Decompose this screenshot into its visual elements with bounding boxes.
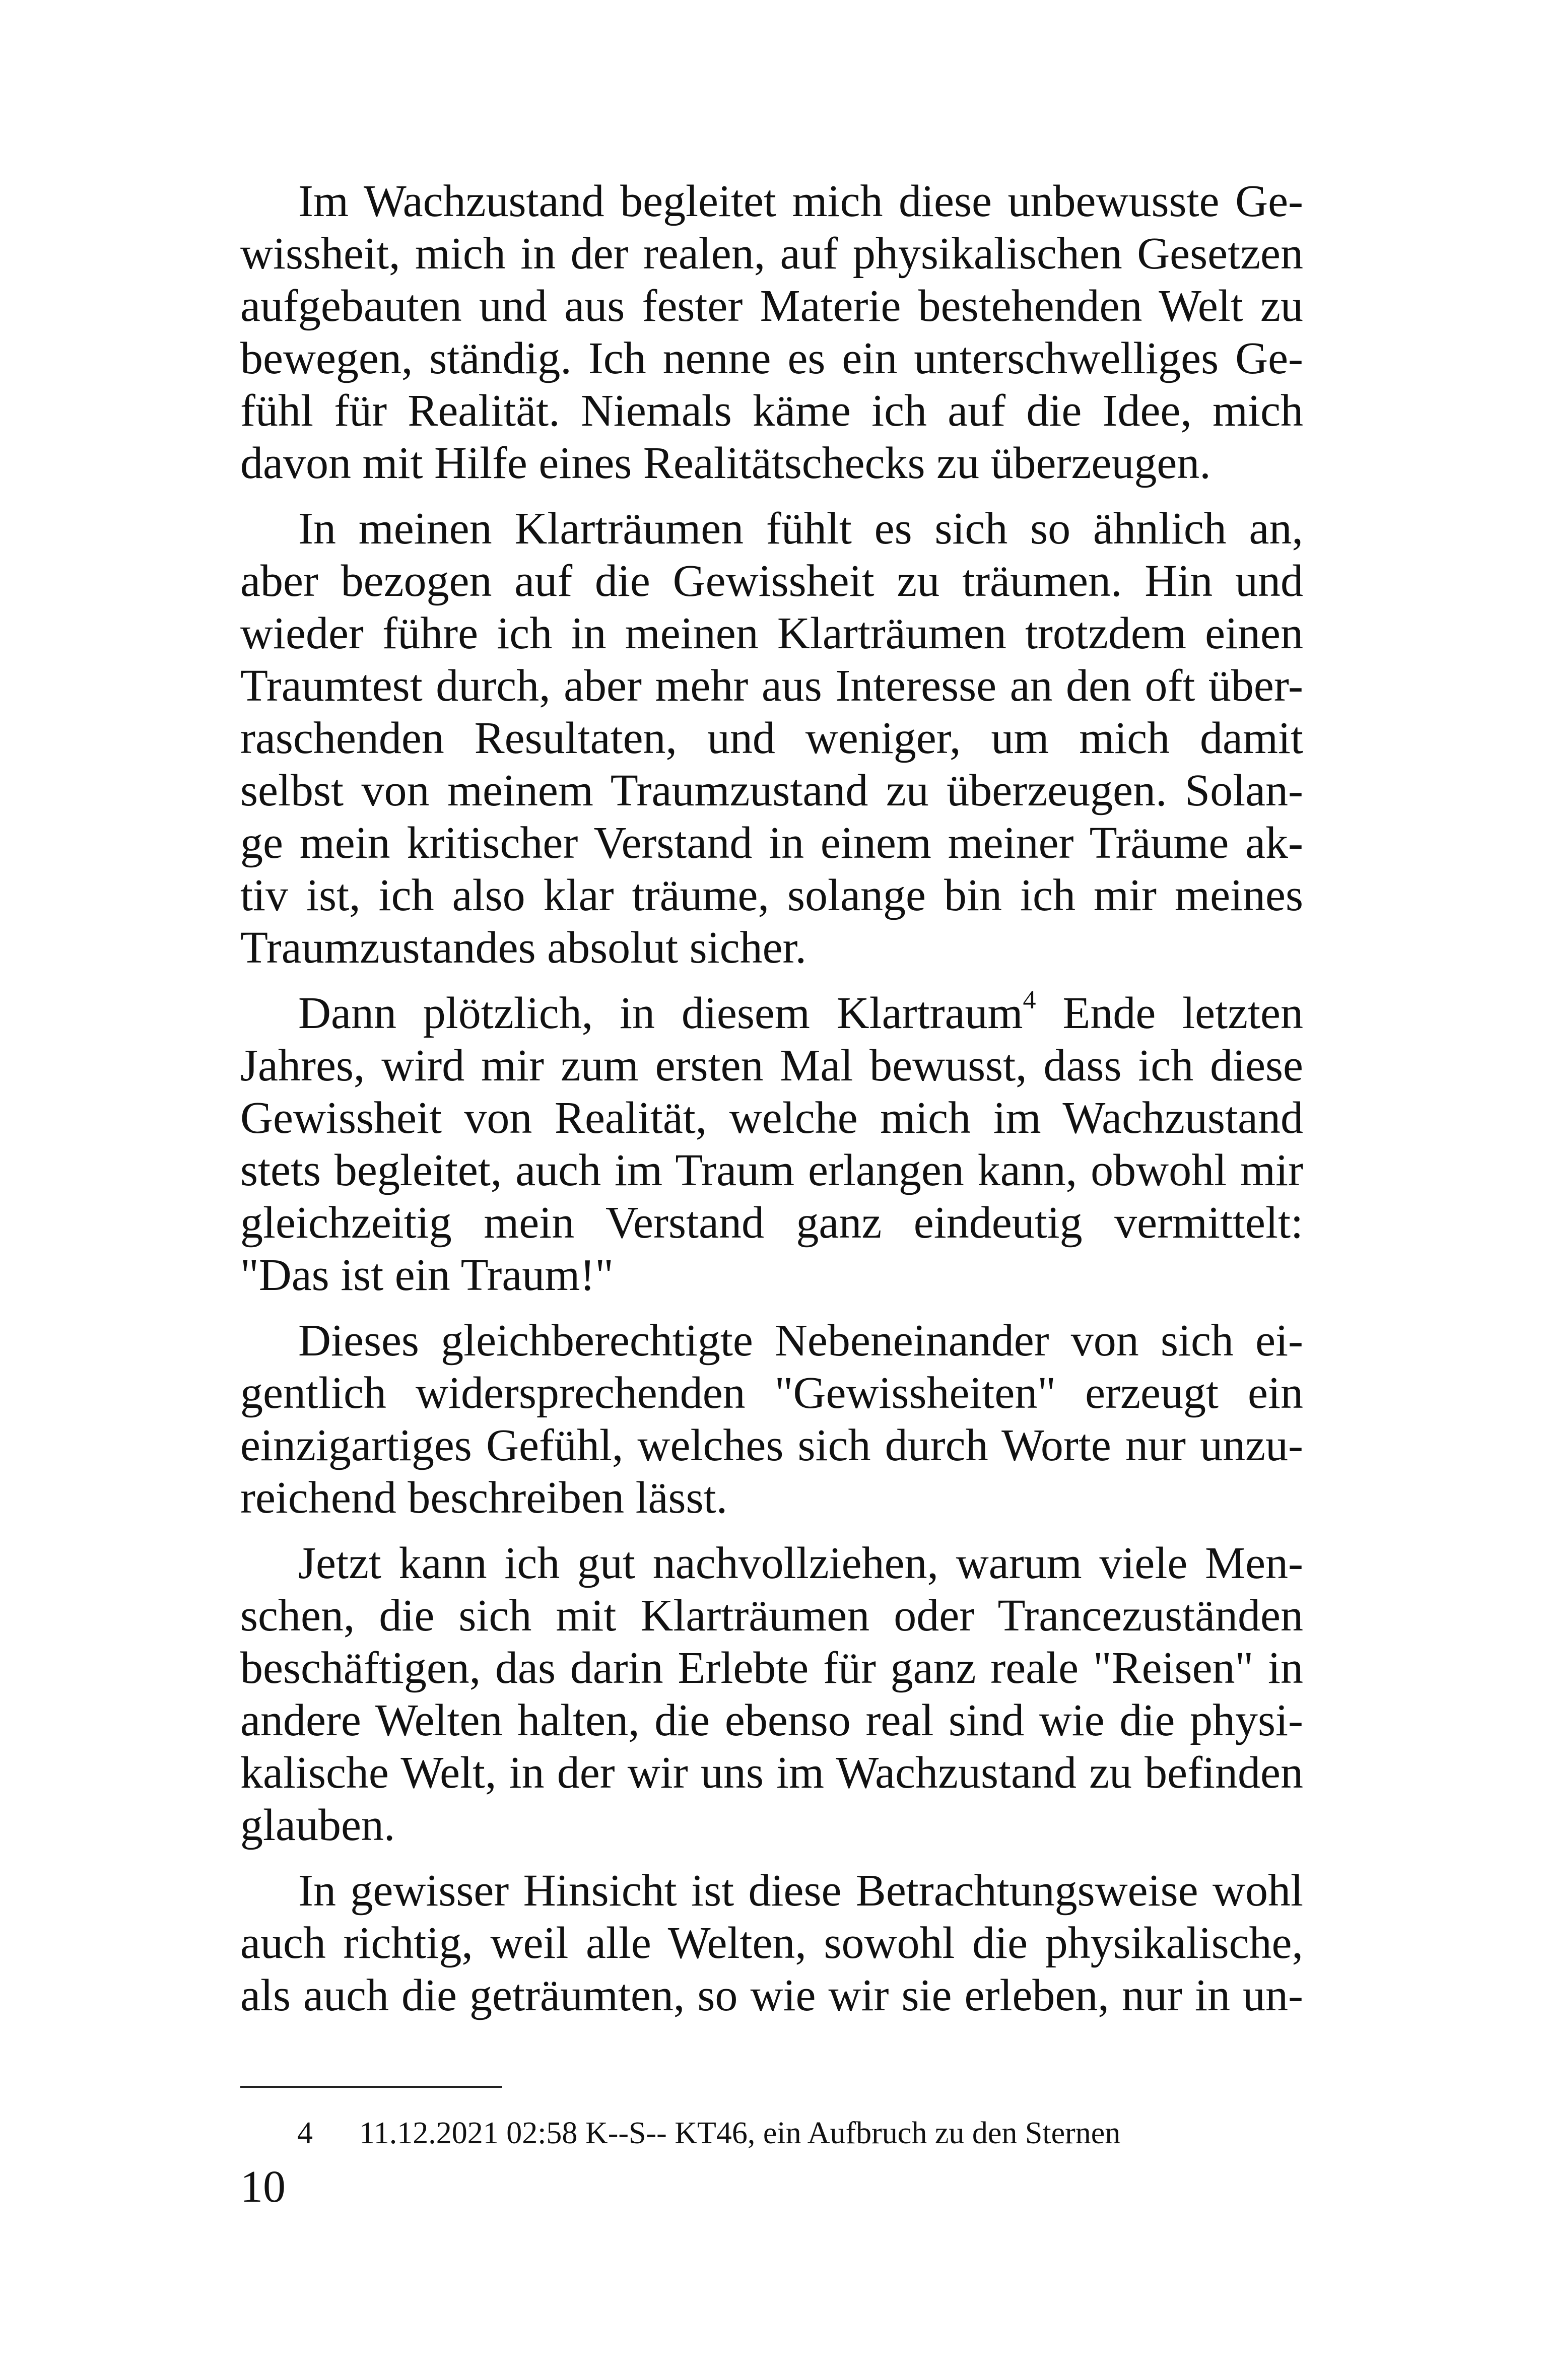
text-line: Jetzt kann ich gut nachvollziehen, warum viele Men-	[298, 1538, 1303, 1588]
text-line: gentlich widersprechenden "Gewissheiten" erzeugt ein	[240, 1368, 1303, 1418]
text-line: In gewisser Hinsicht ist diese Betrachtungsweise wohl	[298, 1866, 1303, 1916]
footnote-number: 4	[297, 2116, 313, 2150]
text-line: andere Welten halten, die ebenso real sind wie die physi-	[240, 1695, 1303, 1745]
text-line: Traumzustandes absolut sicher.	[240, 923, 807, 973]
text-line: Im Wachzustand begleitet mich diese unbewusste Ge-	[298, 176, 1303, 226]
footnote	[297, 2113, 1120, 2153]
text-line: selbst von meinem Traumzustand zu überzeugen. Solan-	[240, 766, 1303, 815]
text-fragment: Ende letzten	[1036, 988, 1303, 1038]
footnote-reference: 4	[1023, 986, 1036, 1014]
footnote-text: 11.12.2021 02:58 K--S-- KT46, ein Aufbruch zu den Sternen	[359, 2116, 1121, 2150]
text-line: kalische Welt, in der wir uns im Wachzustand zu befinden	[240, 1748, 1303, 1798]
text-line: stets begleitet, auch im Traum erlangen kann, obwohl mir	[240, 1145, 1303, 1195]
text-line: aber bezogen auf die Gewissheit zu träumen. Hin und	[240, 556, 1303, 606]
text-line: tiv ist, ich also klar träume, solange bin ich mir meines	[240, 870, 1303, 920]
text-line: als auch die geträumten, so wie wir sie erleben, nur in un-	[240, 1970, 1303, 2020]
footnote-divider	[240, 2086, 502, 2088]
text-line: glauben.	[240, 1800, 395, 1850]
paragraph-2	[240, 503, 1303, 974]
text-line: Gewissheit von Realität, welche mich im Wachzustand	[240, 1093, 1303, 1143]
text-line: beschäftigen, das darin Erlebte für ganz reale "Reisen" in	[240, 1643, 1303, 1693]
paragraph-4	[240, 1315, 1303, 1524]
text-line: wieder führe ich in meinen Klarträumen trotzdem einen	[240, 608, 1303, 658]
text-line: Traumtest durch, aber mehr aus Interesse an den oft über-	[240, 661, 1303, 711]
text-line: Dieses gleichberechtigte Nebeneinander von sich ei-	[298, 1316, 1303, 1366]
paragraph-1	[240, 175, 1303, 490]
text-line: aufgebauten und aus fester Materie bestehenden Welt zu	[240, 281, 1303, 331]
text-fragment: Dann plötzlich, in diesem Klartraum	[298, 988, 1023, 1038]
body-text	[240, 175, 1303, 2035]
text-line: ge mein kritischer Verstand in einem meiner Träume ak-	[240, 818, 1303, 868]
text-line: fühl für Realität. Niemals käme ich auf die Idee, mich	[240, 386, 1303, 436]
text-line: einzigartiges Gefühl, welches sich durch Worte nur unzu-	[240, 1420, 1303, 1470]
text-line: davon mit Hilfe eines Realitätschecks zu überzeugen.	[240, 438, 1211, 488]
text-line: reichend beschreiben lässt.	[240, 1473, 728, 1523]
text-line: auch richtig, weil alle Welten, sowohl die physikalische,	[240, 1918, 1303, 1968]
text-line: Jahres, wird mir zum ersten Mal bewusst, dass ich diese	[240, 1041, 1303, 1091]
text-line: raschenden Resultaten, und weniger, um mich damit	[240, 713, 1303, 763]
paragraph-6	[240, 1865, 1303, 2022]
page-number: 10	[240, 2162, 286, 2212]
text-line	[240, 987, 1303, 1040]
text-line: schen, die sich mit Klarträumen oder Trancezuständen	[240, 1591, 1303, 1641]
paragraph-3	[240, 987, 1303, 1302]
text-line: In meinen Klarträumen fühlt es sich so ähnlich an,	[298, 504, 1303, 554]
text-line: wissheit, mich in der realen, auf physikalischen Gesetzen	[240, 229, 1303, 279]
text-line: bewegen, ständig. Ich nenne es ein unterschwelliges Ge-	[240, 333, 1303, 383]
paragraph-5	[240, 1537, 1303, 1852]
text-line: "Das ist ein Traum!"	[240, 1250, 614, 1300]
text-line: gleichzeitig mein Verstand ganz eindeutig vermittelt:	[240, 1198, 1303, 1248]
